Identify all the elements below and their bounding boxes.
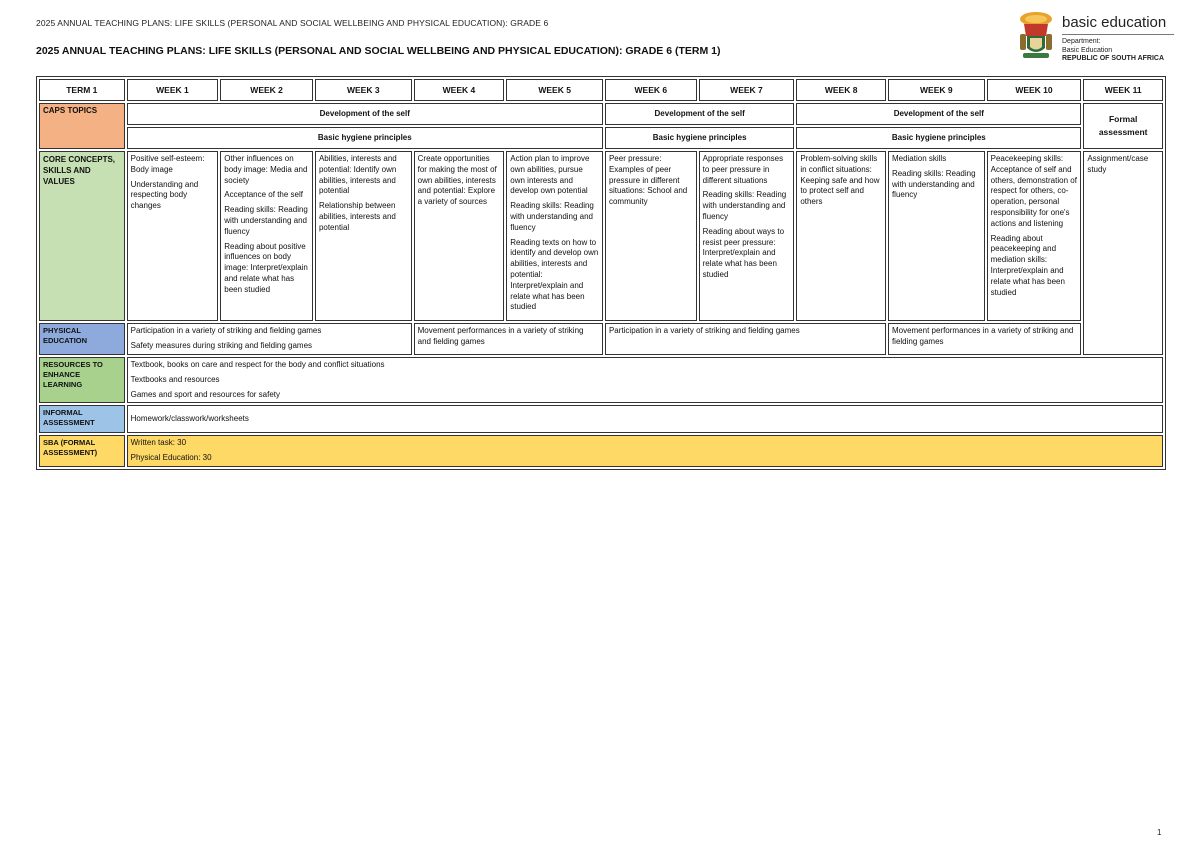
core-w7-item: Reading about ways to resist peer pressure: Interpret/explain and relate what has been studied — [702, 226, 785, 279]
coat-of-arms-icon — [1014, 10, 1058, 62]
pe-weeks-9-10: Movement performances in a variety of striking and fielding games — [888, 323, 1081, 355]
caps-subtopic-weeks-6-7: Basic hygiene principles — [605, 127, 794, 149]
page-number: 1 — [1157, 828, 1162, 837]
header-term: TERM 1 — [39, 79, 125, 101]
logo-divider — [1062, 34, 1174, 35]
caps-subtopic-weeks-8-10: Basic hygiene principles — [796, 127, 1081, 149]
pe-weeks-4-5: Movement performances in a variety of striking and fielding games — [414, 323, 603, 355]
core-w2-item: Reading about positive influences on body image: Interpret/explain and relate what has been studied — [224, 241, 308, 294]
physical-education-label: PHYSICAL EDUCATION — [39, 323, 125, 355]
core-w3-item: Relationship between abilities, interests and potential — [318, 201, 396, 232]
logo-country: REPUBLIC OF SOUTH AFRICA — [1062, 55, 1165, 62]
header-week-7: WEEK 7 — [699, 79, 795, 101]
header-week-5: WEEK 5 — [506, 79, 603, 101]
core-week-9 — [888, 151, 985, 321]
core-w11-item: Assignment/case study — [1087, 154, 1149, 174]
header-week-1: WEEK 1 — [127, 79, 219, 101]
core-week-11 — [1083, 151, 1163, 355]
core-w9-item: Mediation skills — [891, 154, 947, 163]
logo-line-1: Department: — [1062, 38, 1101, 45]
core-w6-item: Peer pressure: Examples of peer pressure in different situations: School and community — [608, 154, 688, 207]
caps-topic-weeks-8-10: Development of the self — [796, 103, 1081, 125]
resources-label: RESOURCES TO ENHANCE LEARNING — [39, 357, 125, 403]
department-logo — [1014, 10, 1174, 65]
logo-name: basic education — [1062, 14, 1167, 31]
core-w7-item: Reading skills: Reading with understanding and fluency — [702, 190, 787, 221]
resources-row — [39, 357, 1163, 403]
core-week-2 — [220, 151, 313, 321]
header-week-10: WEEK 10 — [987, 79, 1082, 101]
caps-subtopic-weeks-1-5: Basic hygiene principles — [127, 127, 603, 149]
core-concepts-row — [39, 151, 1163, 321]
sba-label: SBA (FORMAL ASSESSMENT) — [39, 435, 125, 467]
resource-item: Textbooks and resources — [130, 374, 220, 384]
caps-row — [39, 103, 1163, 125]
core-week-3 — [315, 151, 412, 321]
core-w3-item: Abilities, interests and potential: Identify own abilities, interests and potential — [318, 154, 397, 196]
page-title: 2025 ANNUAL TEACHING PLANS: LIFE SKILLS (PERSONAL AND SOCIAL WELLBEING AND PHYSICAL EDUCATION): GRADE 6 (TERM 1) — [36, 45, 721, 57]
core-week-5 — [506, 151, 603, 321]
core-week-7 — [699, 151, 795, 321]
caps-subtopic-row — [39, 127, 1163, 149]
resource-item: Textbook, books on care and respect for the body and conflict situations — [130, 360, 385, 369]
sba-item: Physical Education: 30 — [130, 453, 212, 463]
core-w2-item: Other influences on body image: Media and society — [224, 154, 308, 185]
core-week-10 — [987, 151, 1082, 321]
caps-topics-label: CAPS TOPICS — [39, 103, 125, 149]
caps-topic-weeks-6-7: Development of the self — [605, 103, 794, 125]
core-week-4 — [414, 151, 505, 321]
core-w5-item: Action plan to improve own abilities, pursue own interests and develop own potential — [510, 154, 590, 196]
teaching-plan-table — [36, 76, 1166, 470]
pe-weeks-1-3 — [127, 323, 412, 355]
core-week-6 — [605, 151, 697, 321]
informal-assessment-label: INFORMAL ASSESSMENT — [39, 405, 125, 433]
sba-cell — [127, 435, 1163, 467]
core-w9-item: Reading skills: Reading with understanding and fluency — [891, 168, 976, 200]
running-header: 2025 ANNUAL TEACHING PLANS: LIFE SKILLS (PERSONAL AND SOCIAL WELLBEING AND PHYSICAL EDUCATION): GRADE 6 — [36, 18, 549, 28]
core-w5-item: Reading texts on how to identify and develop own abilities, interests and potential: Interpret/explain and relate what has been studied — [510, 237, 599, 312]
core-w2-item: Reading skills: Reading with understanding and fluency — [224, 205, 308, 236]
core-week-8 — [796, 151, 886, 321]
header-week-2: WEEK 2 — [220, 79, 313, 101]
core-w1-item: Understanding and respecting body changes — [130, 179, 199, 211]
header-week-9: WEEK 9 — [888, 79, 985, 101]
caps-topic-weeks-1-5: Development of the self — [127, 103, 603, 125]
pe-w1-3-item: Safety measures during striking and fielding games — [130, 340, 313, 350]
header-week-8: WEEK 8 — [796, 79, 886, 101]
core-concepts-label: CORE CONCEPTS, SKILLS AND VALUES — [39, 151, 125, 321]
resource-item: Games and sport and resources for safety — [130, 389, 281, 399]
sba-row — [39, 435, 1163, 467]
informal-assessment-cell: Homework/classwork/worksheets — [127, 405, 1163, 433]
header-week-6: WEEK 6 — [605, 79, 697, 101]
core-week-1 — [127, 151, 219, 321]
core-w10-item: Peacekeeping skills: Acceptance of self and others, demonstration of respect for others, co-operation, personal responsibility for one's actions and listening — [990, 154, 1077, 228]
core-w1-item: Positive self-esteem: Body image — [130, 154, 205, 174]
logo-line-2: Basic Education — [1062, 46, 1113, 54]
header-week-4: WEEK 4 — [414, 79, 505, 101]
informal-assessment-row — [39, 405, 1163, 433]
header-row — [39, 79, 1163, 101]
core-w10-item: Reading about peacekeeping and mediation skills: Interpret/explain and relate what has been studied — [990, 233, 1065, 297]
pe-w1-3-item: Participation in a variety of striking and fielding games — [130, 326, 322, 335]
pe-weeks-6-8: Participation in a variety of striking and fielding games — [605, 323, 886, 355]
core-w4-item: Create opportunities for making the most of own abilities, interests and potential: Explore a variety of sources — [417, 154, 497, 207]
core-w5-item: Reading skills: Reading with understanding and fluency — [510, 201, 594, 232]
core-w7-item: Appropriate responses to peer pressure in different situations — [702, 154, 784, 185]
formal-assessment-cell: Formal assessment — [1083, 103, 1163, 149]
resources-cell — [127, 357, 1163, 403]
header-week-11: WEEK 11 — [1083, 79, 1163, 101]
header-week-3: WEEK 3 — [315, 79, 412, 101]
core-w2-item: Acceptance of the self — [224, 190, 303, 200]
core-w8-item: Problem-solving skills in conflict situations: Keeping safe and how to protect self and others — [800, 154, 880, 207]
sba-item: Written task: 30 — [130, 438, 187, 448]
physical-education-row — [39, 323, 1163, 355]
